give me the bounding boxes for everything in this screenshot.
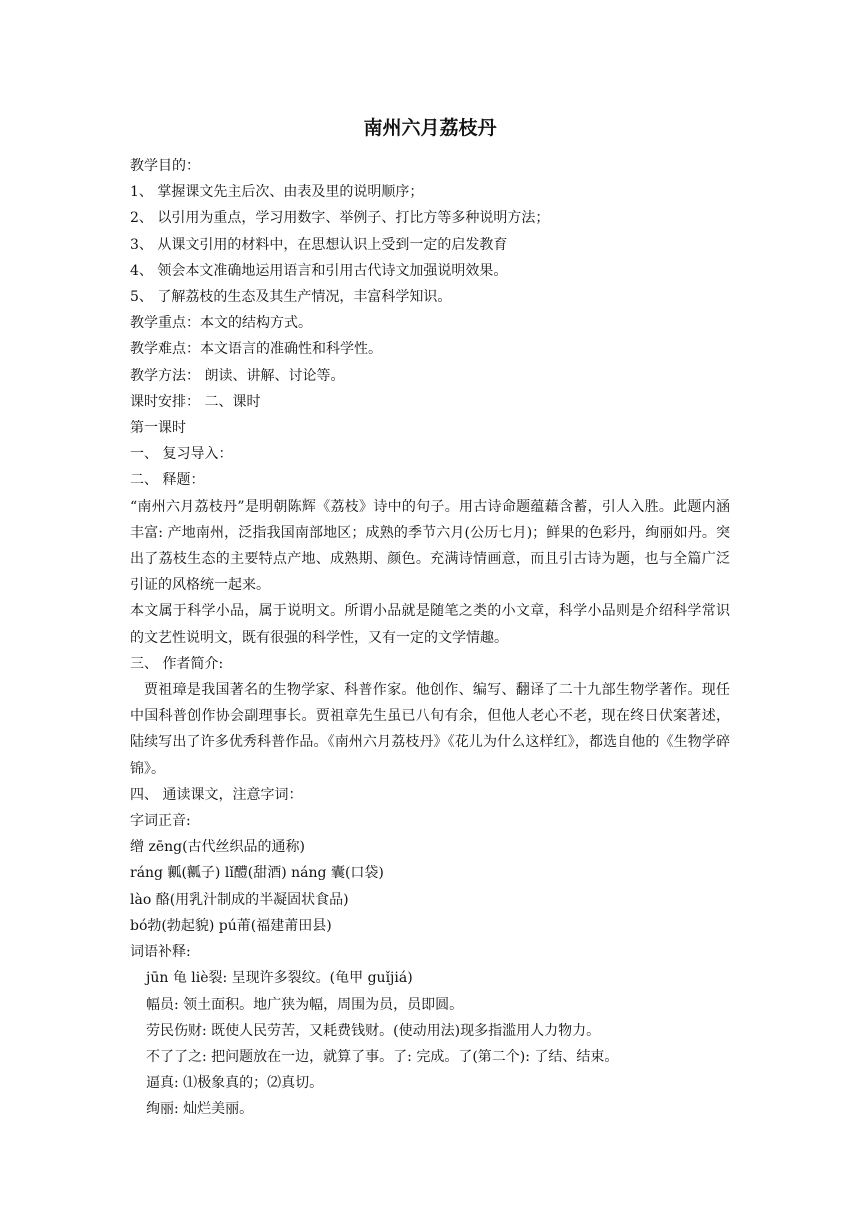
lesson-heading: 第一课时 bbox=[130, 420, 186, 437]
objective-item: 3、 从课文引用的材料中，在思想认识上受到一定的启发教育 bbox=[130, 236, 508, 253]
difficult-point: 教学难点：本文语言的准确性和科学性。 bbox=[130, 341, 382, 358]
genre-paragraph: 本文属于科学小品，属于说明文。所谓小品就是随笔之类的小文章，科学小品则是介绍科学常识的文艺性说明文，既有很强的科学性，又有一定的文学情趣。 bbox=[130, 603, 730, 646]
pronunciation-heading: 字词正音: bbox=[130, 813, 191, 830]
glossary-item: 逼真: ⑴极象真的；⑵真切。 bbox=[146, 1075, 324, 1092]
pronunciation-item: ráng 瓤(瓤子) lǐ醴(甜酒) náng 囊(口袋) bbox=[130, 865, 384, 882]
pronunciation-item: lào 酪(用乳汁制成的半凝固状食品) bbox=[130, 891, 349, 908]
teaching-method: 教学方法： 朗读、讲解、讨论等。 bbox=[130, 367, 345, 384]
glossary-item: 绚丽: 灿烂美丽。 bbox=[146, 1101, 254, 1118]
glossary-item: 劳民伤财: 既使人民劳苦，又耗费钱财。(使动用法)现多指滥用人力物力。 bbox=[146, 1022, 601, 1039]
title-explanation-paragraph: “南州六月荔枝丹”是明朝陈辉《荔枝》诗中的句子。用古诗命题蕴藉含蓄，引人入胜。此题内涵丰富: 产地南州，泛指我国南部地区；成熟的季节六月(公历七月)；鲜果的色彩丹，绚丽如丹。突出了荔枝生态的主要特点产地、成熟期、颜色。充满诗情画意，而且引古诗为题，也与全篇广泛引证的风格统一起来。 bbox=[130, 498, 730, 594]
objective-item: 4、 领会本文准确地运用语言和引用古代诗文加强说明效果。 bbox=[130, 262, 508, 279]
objective-item: 2、 以引用为重点，学习用数字、举例子、打比方等多种说明方法； bbox=[130, 210, 550, 227]
document-title: 南州六月荔枝丹 bbox=[363, 117, 497, 139]
step-heading: 二、 释题： bbox=[130, 472, 205, 489]
objective-item: 1、 掌握课文先主后次、由表及里的说明顺序； bbox=[130, 184, 424, 201]
objectives-heading: 教学目的： bbox=[130, 158, 200, 174]
objective-item: 5、 了解荔枝的生态及其生产情况，丰富科学知识。 bbox=[130, 289, 452, 306]
glossary-item: 不了了之: 把问题放在一边，就算了事。了: 完成。了(第二个): 了结、结束。 bbox=[146, 1048, 619, 1065]
document-body bbox=[130, 153, 730, 1123]
step-heading: 四、 通读课文，注意字词： bbox=[130, 786, 303, 803]
pronunciation-item: bó勃(勃起貌) pú莆(福建莆田县) bbox=[130, 917, 332, 934]
author-paragraph: 贾祖璋是我国著名的生物学家、科普作家。他创作、编写、翻译了二十九部生物学著作。现任中国科普创作协会副理事长。贾祖章先生虽已八旬有余，但他人老心不老，现在终日伏案著述，陆续写出了许多优秀科普作品。《南州六月荔枝丹》《花儿为什么这样红》，都选自他的《生物学碎锦》。 bbox=[130, 682, 730, 777]
glossary-item: jūn 龟 liè裂: 呈现许多裂纹。(龟甲 guǐjiá) bbox=[146, 970, 413, 987]
step-heading: 一、 复习导入： bbox=[130, 446, 233, 463]
glossary-heading: 词语补释: bbox=[130, 944, 191, 961]
glossary-item: 幅员: 领土面积。地广狭为幅，周围为员，员即圆。 bbox=[146, 996, 464, 1013]
key-point: 教学重点：本文的结构方式。 bbox=[130, 315, 312, 332]
class-schedule: 课时安排： 二、课时 bbox=[130, 393, 261, 410]
step-heading: 三、 作者简介: bbox=[130, 655, 224, 672]
pronunciation-item: 缯 zēng(古代丝织品的通称) bbox=[130, 839, 306, 856]
